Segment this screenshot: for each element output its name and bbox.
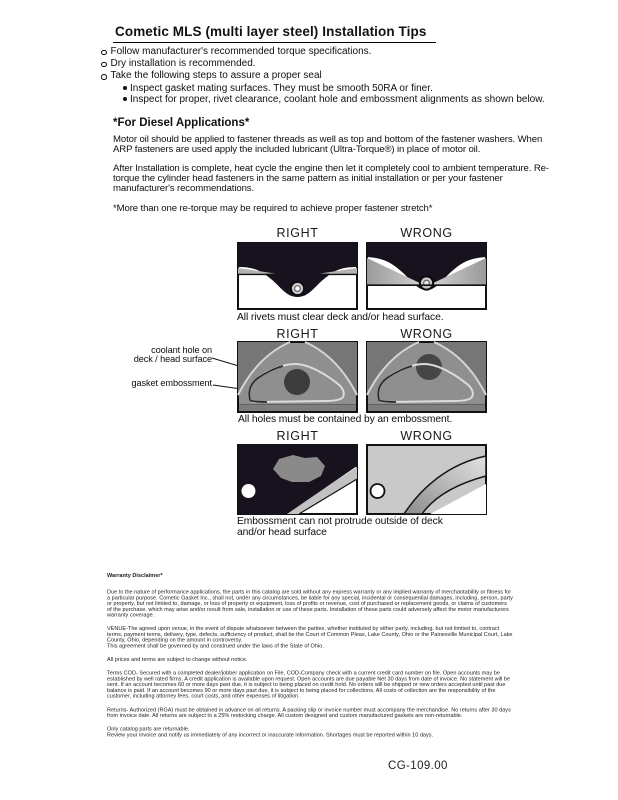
- tip-text: Inspect for proper, rivet clearance, coolant hole and embossment alignments as shown below.: [130, 93, 545, 105]
- page-title: Cometic MLS (multi layer steel) Installation Tips: [113, 24, 436, 43]
- tip-text: Dry installation is recommended.: [110, 58, 256, 70]
- tip-text: Take the following steps to assure a proper seal: [110, 70, 322, 82]
- diesel-section-heading: *For Diesel Applications*: [113, 117, 250, 129]
- embossment-containment-right-image: [237, 341, 358, 413]
- diagram-caption: Embossment can not protrude outside of deck and/or head surface: [237, 516, 443, 538]
- wrong-label: WRONG: [400, 327, 453, 341]
- gasket-embossment-annotation: gasket embossment: [131, 378, 212, 388]
- installation-tips-list: [101, 46, 571, 105]
- diagram-caption: All rivets must clear deck and/or head surface.: [237, 312, 444, 323]
- annotation-text: deck / head surface: [133, 354, 212, 365]
- legal-paragraph: This agreement shall be governed by and construed under the laws of the State of Ohio.: [107, 642, 324, 649]
- open-bullet-icon: [101, 74, 107, 80]
- legal-paragraph: All prices and terms are subject to change without notice.: [107, 656, 248, 663]
- tip-text: Inspect gasket mating surfaces. They must be smooth 50RA or finer.: [130, 82, 433, 94]
- legal-paragraph: Only catalog parts are returnable.: [107, 726, 190, 733]
- wrong-label: WRONG: [400, 429, 453, 443]
- rivet-clearance-right-image: [237, 242, 358, 310]
- right-label: RIGHT: [276, 429, 319, 443]
- open-bullet-icon: [101, 50, 107, 56]
- tip-bullet: [101, 70, 571, 82]
- open-bullet-icon: [101, 62, 107, 68]
- tip-sub-bullet: [123, 83, 571, 94]
- filled-bullet-icon: [123, 86, 127, 90]
- diesel-paragraph-2: After Installation is complete, heat cycle the engine then let it completely cool to ambient temperature. Re-torque the cylinder head fasteners in the same pattern as initial installation or per your fastener manufacturer's recommendations.: [113, 163, 549, 195]
- embossment-protrusion-right-image: [237, 444, 358, 515]
- legal-paragraph: Terms COD- Secured with a completed dealer/jobber application on File, COD-Company check with a current credit card number on file. Open accounts may be established by well rated firms. A credit application is available upon request. Open accounts are due payable Net 30 days from date of invoice. No statement will be sent. If an account becomes 60 or more days past due, it is subject to being placed on credit hold. No orders will be shipped or new orders accepted until past due balance is paid. If an account becomes 90 or more days past due, it is subject to being placed for collections. All costs of collection are the responsibility of the customer, including attorney fees, court costs, and other expenses of litigation.: [107, 670, 511, 700]
- tip-sub-bullet: [123, 94, 571, 105]
- embossment-protrusion-wrong-image: [366, 444, 487, 515]
- tip-text: Follow manufacturer's recommended torque specifications.: [110, 46, 372, 57]
- legal-paragraph: VENUE-The agreed upon venue, in the event of dispute whatsoever between the parties, whether instituted by either party, including, but not limited to, contract terms, payment terms, delivery, type, defects, sufficiency of product, shall be the Court of Common Pleas, Lake County, Ohio or the Painesville Municipal Court, Lake County, Ohio, depending on the amount in controversy.: [107, 625, 513, 644]
- right-label: RIGHT: [276, 327, 319, 341]
- diagram-caption: All holes must be contained by an embossment.: [238, 414, 453, 425]
- embossment-containment-wrong-image: [366, 341, 487, 413]
- right-label: RIGHT: [276, 226, 319, 240]
- diesel-paragraph-1: Motor oil should be applied to fastener threads as well as top and bottom of the fastener washers. When ARP fasteners are used apply the included lubricant (Ultra-Torque®) in place of motor oil.: [113, 134, 543, 156]
- tip-bullet: [101, 46, 571, 58]
- page-code: CG-109.00: [388, 760, 448, 772]
- legal-paragraph: Review your invoice and notify us immediately of any incorrect or inaccurate information. Shortages must be reported within 10 days.: [107, 731, 434, 738]
- annotation-text: coolant hole on: [151, 345, 212, 355]
- filled-bullet-icon: [123, 97, 127, 101]
- wrong-label: WRONG: [400, 226, 453, 240]
- rivet-clearance-wrong-image: [366, 242, 487, 310]
- legal-paragraph: Returns- Authorized (RGA) must be obtained in advance on all returns. A packing slip or invoice number must accompany the merchandise. No returns after 30 days from invoice date. All returns are subject to a 25% restocking charge. All custom designed and custom manufactured gaskets are non-returnable.: [107, 706, 511, 719]
- retorque-note: *More than one re-torque may be required to achieve proper fastener stretch*: [113, 203, 433, 214]
- warranty-disclaimer-block: [107, 573, 519, 800]
- warranty-disclaimer-heading: Warranty Disclaimer*: [107, 572, 163, 579]
- tip-bullet: [101, 58, 571, 70]
- legal-paragraph: Due to the nature of performance applications, the parts in this catalog are sold without any express warranty or any implied warranty of merchantability or fitness for a particular purpose. Cometic Gasket Inc., shall not, under any circumstances, be liable for any special, incidental or consequential damages, including, person, party or property, but not limited to, damage, or loss of property or equipment, loss of profits or revenue, cost of purchased or replacement goods, or claims of customers of the purchase, which may arise and/or result from sale, installation or use of these parts. Installation of these parts could adversely affect the motor manufacturers warranty coverage.: [107, 589, 513, 619]
- coolant-hole-annotation: [110, 346, 212, 365]
